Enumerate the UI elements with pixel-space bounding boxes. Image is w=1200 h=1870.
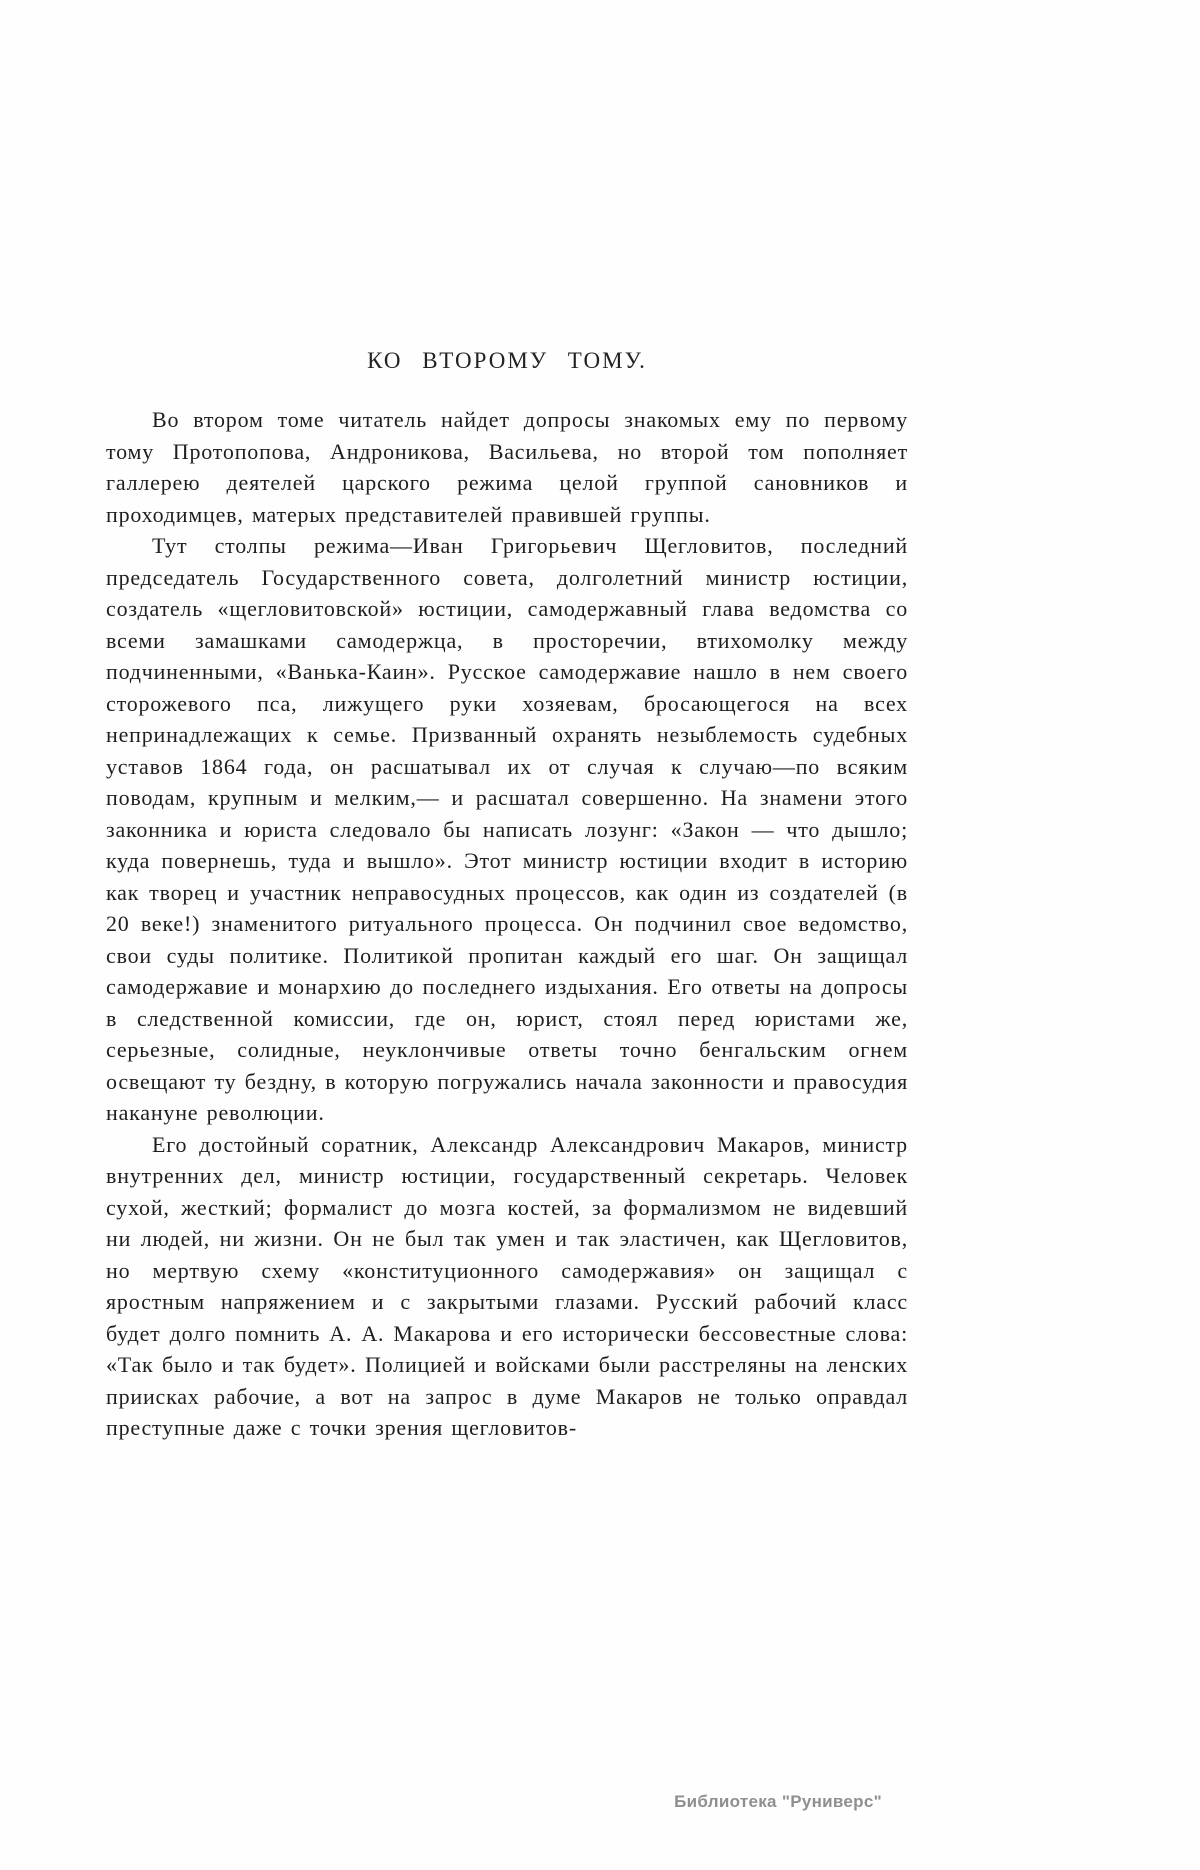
library-watermark: Библиотека "Руниверс" [674,1792,882,1811]
paragraph-intro: Во втором томе читатель найдет допросы знакомых ему по первому тому Протопопова, Андроникова, Васильева, но второй том пополняет галлерею деятелей царского режима целой группой сановников и проходимцев, матерых представителей правившей группы. [106,407,908,527]
page-content [106,348,908,1444]
paragraph-shcheglovitov: Тут столпы режима—Иван Григорьевич Щегловитов, последний председатель Государственного совета, долголетний министр юстиции, создатель «щегловитовской» юстиции, самодержавный глава ведомства со всеми замашками самодержца, в просторечии, втихомолку между подчиненными, «Ванька-Каин». Русское самодержавие нашло в нем своего сторожевого пса, лижущего руки хозяевам, бросающегося на всех непринадлежащих к семье. Призванный охранять незыблемость судебных уставов 1864 года, он расшатывал их от случая к случаю—по всяким поводам, крупным и мелким,— и расшатал совершенно. На знамени этого законника и юриста следовало бы написать лозунг: «Закон — что дышло; куда повернешь, туда и вышло». Этот министр юстиции входит в историю как творец и участник неправосудных процессов, как один из создателей (в 20 веке!) знаменитого ритуального процесса. Он подчинил свое ведомство, свои суды политике. Политикой пропитан каждый его шаг. Он защищал самодержавие и монархию до последнего издыхания. Его ответы на допросы в следственной комиссии, где он, юрист, стоял перед юристами же, серьезные, солидные, неуклончивые ответы точно бенгальским огнем освещают ту бездну, в которую погружались начала законности и правосудия накануне революции. [106,533,908,1125]
paragraph-makarov: Его достойный соратник, Александр Александрович Макаров, министр внутренних дел, министр юстиции, государственный секретарь. Человек сухой, жесткий; формалист до мозга костей, за формализмом не видевший ни людей, ни жизни. Он не был так умен и так эластичен, как Щегловитов, но мертвую схему «конституционного самодержавия» он защищал с яростным напряжением и с закрытыми глазами. Русский рабочий класс будет долго помнить А. А. Макарова и его исторически бессовестные слова: «Так было и так будет». Полицией и войсками были расстреляны на ленских приисках рабочие, а вот на запрос в думе Макаров не только оправдал преступные даже с точки зрения щегловитов- [106,1131,908,1440]
page-title: КО ВТОРОМУ ТОМУ. [367,348,647,373]
